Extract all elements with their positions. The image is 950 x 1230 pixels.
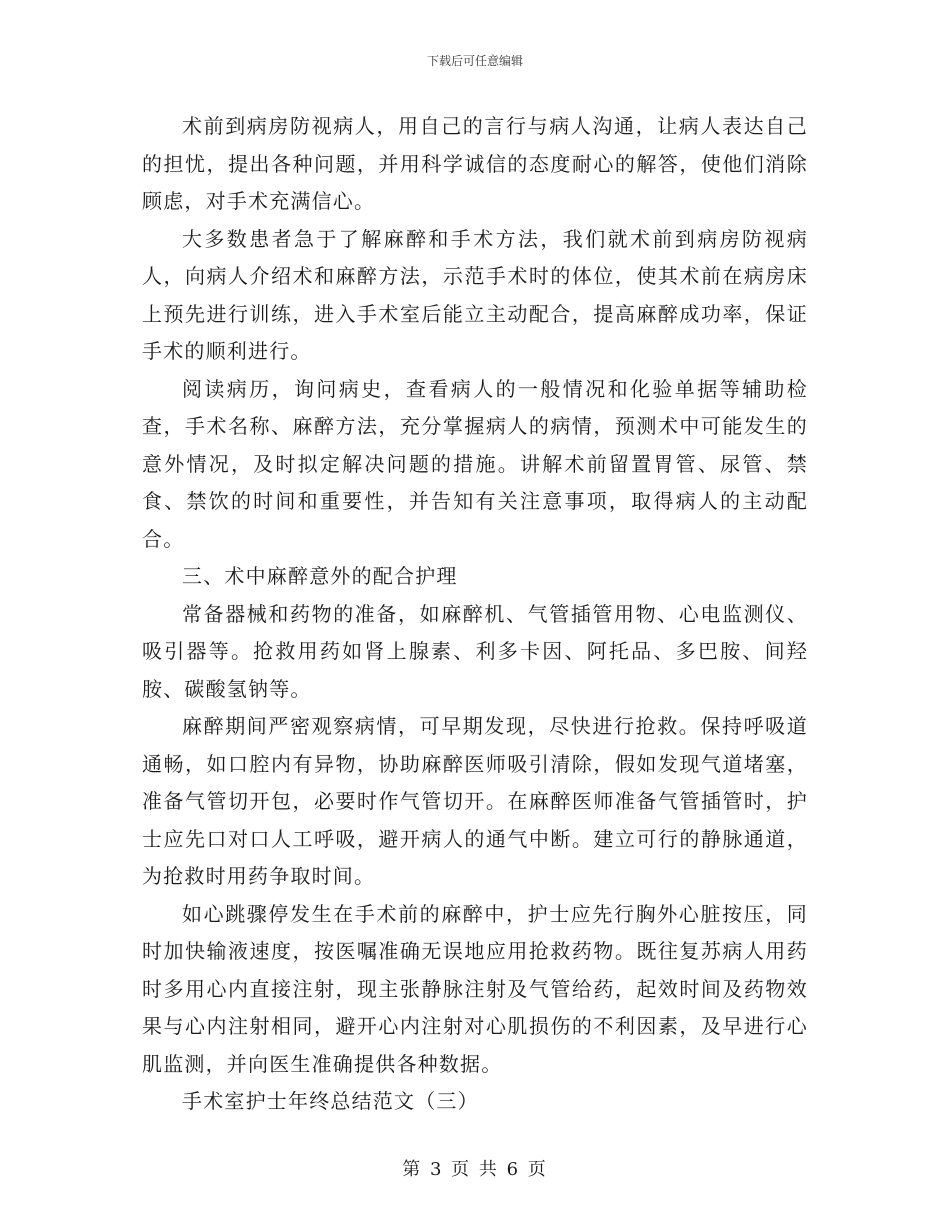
section-heading-summary-three: 手术室护士年终总结范文（三） — [182, 1089, 479, 1113]
paragraph-patient-training: 大多数患者急于了解麻醉和手术方法，我们就术前到病房防视病人，向病人介绍术和麻醉方法，示范手术时的体位，使其术前在病房床上预先进行训练，进入手术室后能立主动配合，提高麻醉成功率，保证手术的顺利进行。 — [142, 226, 808, 363]
paragraph-observation: 麻醉期间严密观察病情，可早期发现，尽快进行抢救。保持呼吸道通畅，如口腔内有异物，协助麻醉医师吸引清除，假如发现气道堵塞，准备气管切开包，必要时作气管切开。在麻醉医师准备气管插管时，护士应先口对口人工呼吸，避开病人的通气中断。建立可行的静脉通道，为抢救时用药争取时间。 — [142, 714, 808, 888]
paragraph-cardiac-arrest: 如心跳骤停发生在手术前的麻醉中，护士应先行胸外心脏按压，同时加快输液速度，按医嘱准确无误地应用抢救药物。既往复苏病人用药时多用心内直接注射，现主张静脉注射及气管给药，起效时间及药物效果与心内注射相同，避开心内注射对心肌损伤的不利因素，及早进行心肌监测，并向医生准确提供各种数据。 — [142, 901, 808, 1076]
paragraph-preop-visit: 术前到病房防视病人，用自己的言行与病人沟通，让病人表达自己的担忧，提出各种问题，并用科学诚信的态度耐心的解答，使他们消除顾虑，对手术充满信心。 — [142, 114, 808, 213]
paragraph-medical-history: 阅读病历，询问病史，查看病人的一般情况和化验单据等辅助检查，手术名称、麻醉方法，充分掌握病人的病情，预测术中可能发生的意外情况，及时拟定解决问题的措施。讲解术前留置胃管、尿管、禁食、禁饮的时间和重要性，并告知有关注意事项，取得病人的主动配合。 — [142, 376, 808, 551]
paragraph-equipment-prep: 常备器械和药物的准备，如麻醉机、气管插管用物、心电监测仪、吸引器等。抢救用药如肾上腺素、利多卡因、阿托品、多巴胺、间羟胺、碳酸氢钠等。 — [142, 601, 808, 701]
document-body — [142, 108, 808, 1121]
page-header: 下载后可任意编辑 — [426, 54, 523, 68]
section-heading-anesthesia-accident: 三、术中麻醉意外的配合护理 — [182, 564, 458, 588]
page-footer: 第 3 页 共 6 页 — [402, 1159, 548, 1180]
